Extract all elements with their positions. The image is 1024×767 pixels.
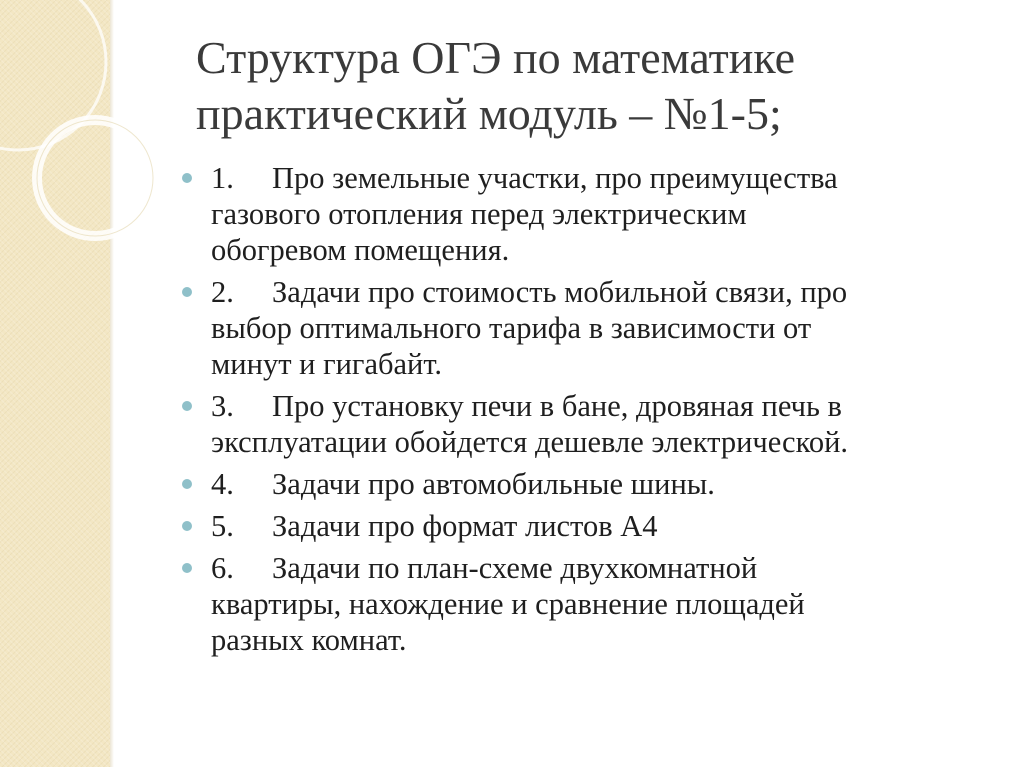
list-item-text: Задачи про стоимость мобильной связи, про [272,275,848,309]
list-item-text: обогревом помещения. [211,233,510,267]
list-item-text: Про земельные участки, про преимущества [272,161,838,195]
list-item-number: 2. [211,275,234,309]
list-item-first-line [211,274,1000,310]
slide-title [196,30,996,142]
slide-title-line: практический модуль – №1-5; [196,88,782,139]
list-item [180,388,1000,460]
bullet-icon [182,521,192,531]
list-item-number: 4. [211,467,234,501]
list-item-number: 3. [211,389,234,423]
bullet-icon [182,563,192,573]
bullet-icon [182,173,192,183]
list-item-first-line [211,508,1000,544]
list-item-text: Задачи про формат листов А4 [272,509,658,543]
list-item-text: минут и гигабайт. [211,347,443,381]
list-item [180,160,1000,268]
list-item-first-line [211,466,1000,502]
slide-title-line: Структура ОГЭ по математике [196,32,795,83]
list-item-text: разных комнат. [211,623,407,657]
list-item-text: газового отопления перед электрическим [211,197,747,231]
task-list [180,160,1000,664]
list-item-first-line [211,388,1000,424]
list-item-first-line [211,160,1000,196]
list-item-text: эксплуатации обойдется дешевле электрической. [211,425,849,459]
bullet-icon [182,401,192,411]
decorative-rings-icon [0,0,160,300]
list-item [180,274,1000,382]
list-item-first-line [211,550,1000,586]
list-item-number: 6. [211,551,234,585]
list-item-text: Задачи про автомобильные шины. [272,467,715,501]
list-item-text: выбор оптимального тарифа в зависимости от [211,311,812,345]
list-item-text: квартиры, нахождение и сравнение площадей [211,587,805,621]
list-item-text: Про установку печи в бане, дровяная печь в [272,389,842,423]
list-item-number: 5. [211,509,234,543]
list-item [180,466,1000,502]
list-item-number: 1. [211,161,234,195]
list-item [180,550,1000,658]
list-item [180,508,1000,544]
list-item-text: Задачи по план-схеме двухкомнатной [272,551,758,585]
bullet-icon [182,287,192,297]
bullet-icon [182,479,192,489]
